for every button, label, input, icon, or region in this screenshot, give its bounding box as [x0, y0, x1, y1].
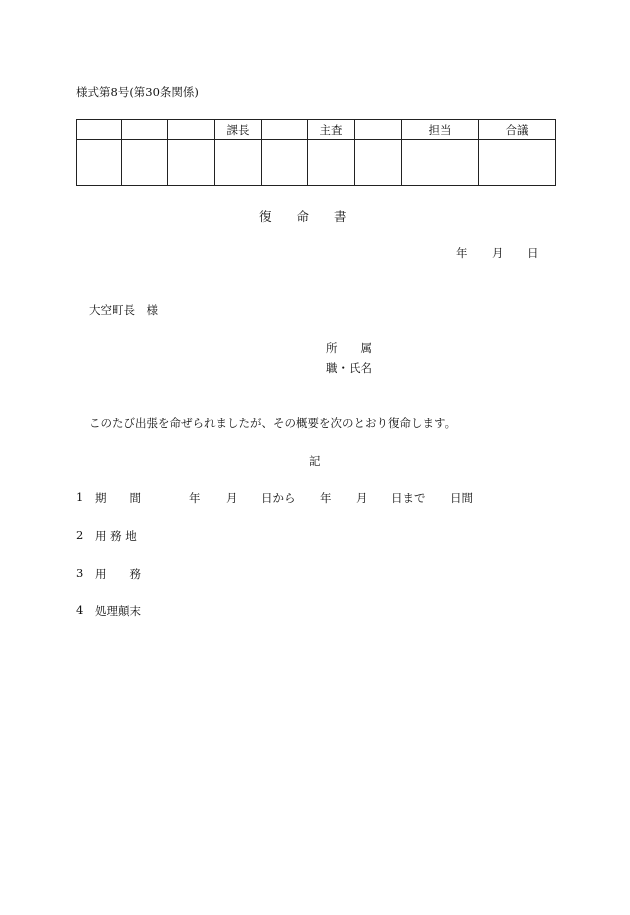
approval-header-cell: [77, 120, 122, 140]
addressee: 大空町長 様: [89, 303, 158, 317]
approval-signature-cell[interactable]: [122, 140, 168, 186]
ki-heading: 記: [309, 454, 321, 468]
item-number: 1: [76, 490, 84, 504]
approval-signature-row: [77, 140, 556, 186]
result-label: 処理顛末: [95, 604, 141, 618]
approval-signature-cell[interactable]: [168, 140, 215, 186]
period-days: 日間: [450, 491, 473, 505]
item-number: 4: [76, 603, 84, 617]
period-from-month: 月: [226, 491, 238, 505]
approval-signature-cell[interactable]: [262, 140, 308, 186]
document-title: 復 命 書: [259, 209, 347, 224]
approval-signature-cell[interactable]: [77, 140, 122, 186]
destination-label: 用 務 地: [95, 529, 137, 543]
approval-header-kacho: 課長: [215, 120, 262, 140]
approval-signature-cell[interactable]: [355, 140, 402, 186]
date-month-label: 月: [492, 246, 504, 260]
approval-signature-cell[interactable]: [215, 140, 262, 186]
approval-header-tanto: 担当: [402, 120, 479, 140]
affiliation-label: 所 属: [326, 341, 372, 355]
approval-header-cell: [355, 120, 402, 140]
period-from-day: 日から: [261, 491, 296, 505]
approval-signature-cell[interactable]: [479, 140, 556, 186]
item-number: 2: [76, 528, 84, 542]
approval-signature-cell[interactable]: [402, 140, 479, 186]
approval-header-gogi: 合議: [479, 120, 556, 140]
approval-header-cell: [262, 120, 308, 140]
period-to-year: 年: [320, 491, 332, 505]
approval-stamp-table: [76, 119, 556, 186]
approval-signature-cell[interactable]: [308, 140, 355, 186]
period-label: 期 間: [95, 491, 141, 505]
period-from-year: 年: [189, 491, 201, 505]
intro-text: このたび出張を命ぜられましたが、その概要を次のとおり復命します。: [89, 416, 457, 430]
business-label: 用 務: [95, 567, 141, 581]
approval-header-row: [77, 120, 556, 140]
approval-header-cell: [122, 120, 168, 140]
period-to-month: 月: [356, 491, 368, 505]
approval-header-cell: [168, 120, 215, 140]
position-name-label: 職・氏名: [326, 361, 372, 375]
approval-header-shusa: 主査: [308, 120, 355, 140]
period-to-day: 日まで: [391, 491, 426, 505]
form-number: 様式第8号(第30条関係): [76, 85, 199, 99]
item-number: 3: [76, 566, 84, 580]
date-year-label: 年: [456, 246, 468, 260]
date-day-label: 日: [527, 246, 539, 260]
